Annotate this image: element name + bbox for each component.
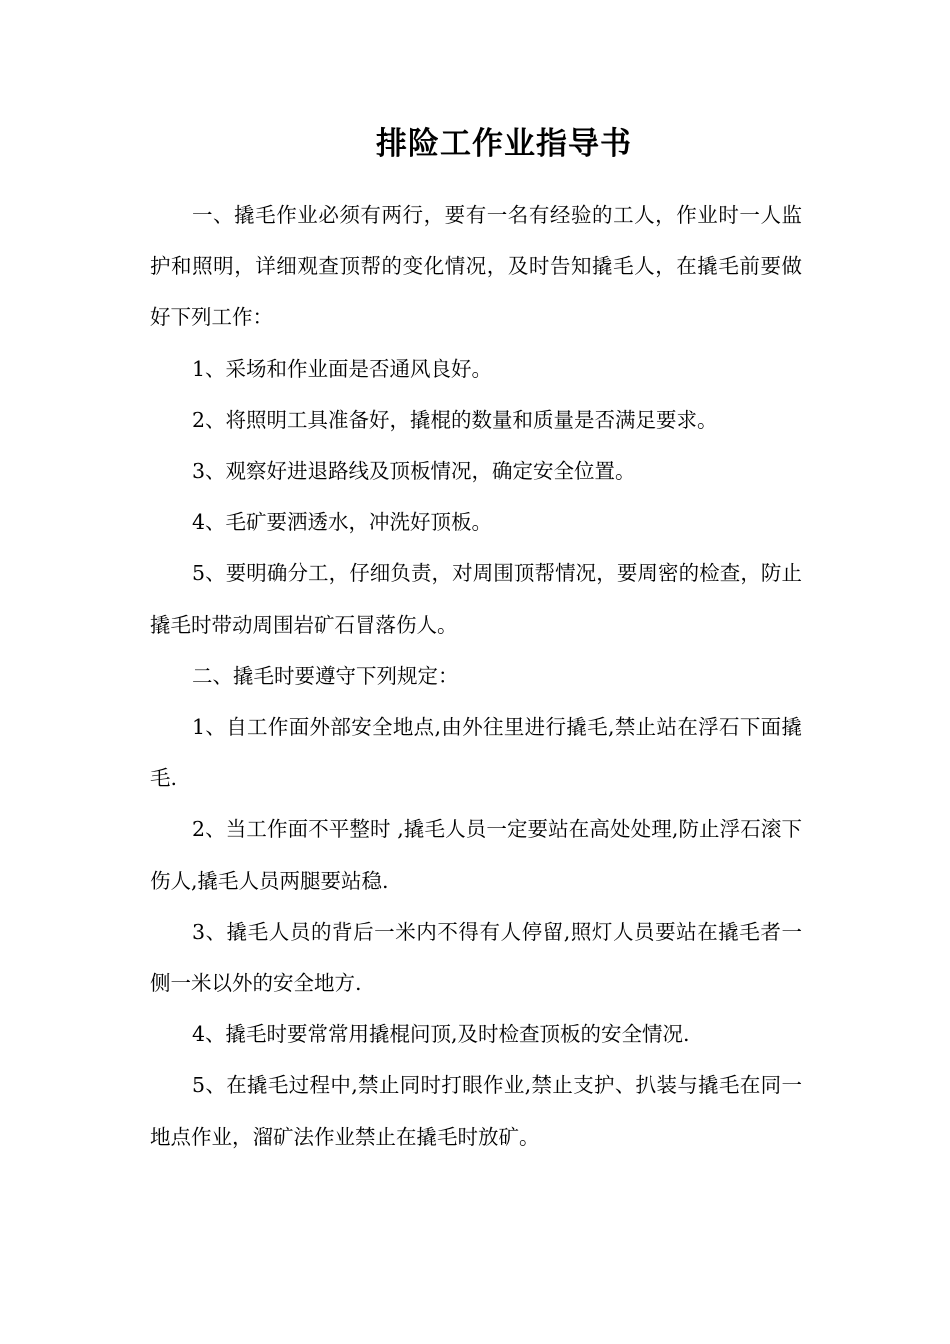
paragraph-item-1-3: 3、观察好进退路线及顶板情况，确定安全位置。 [192,459,636,484]
document-title: 排险工作业指导书 [376,126,632,162]
document-body [150,190,802,1163]
paragraph-item-1-2: 2、将照明工具准备好，撬棍的数量和质量是否满足要求。 [192,407,718,432]
paragraph-section-2-intro: 二、撬毛时要遵守下列规定： [192,663,459,688]
paragraph-item-2-1: 1、自工作面外部安全地点,由外往里进行撬毛,禁止站在浮石下面撬毛. [150,715,802,791]
paragraph-item-2-3: 3、撬毛人员的背后一米内不得有人停留,照灯人员要站在撬毛者一侧一米以外的安全地方. [150,919,802,996]
paragraph-item-2-4: 4、撬毛时要常常用撬棍问顶,及时检查顶板的安全情况. [192,1022,690,1047]
paragraph-section-1-intro: 一、撬毛作业必须有两行，要有一名有经验的工人，作业时一人监护和照明，详细观查顶帮的变化情况，及时告知撬毛人，在撬毛前要做好下列工作： [150,203,802,330]
paragraph-item-1-4: 4、毛矿要洒透水，冲洗好顶板。 [192,510,493,535]
paragraph-item-1-5: 5、要明确分工，仔细负责，对周围顶帮情况，要周密的检查，防止撬毛时带动周围岩矿石冒落伤人。 [150,561,802,637]
paragraph-item-2-2: 2、当工作面不平整时 ,撬毛人员一定要站在高处处理,防止浮石滚下伤人,撬毛人员两腿要站稳. [150,817,802,893]
paragraph-item-1-1: 1、采场和作业面是否通风良好。 [192,356,493,381]
paragraph-item-2-5: 5、在撬毛过程中,禁止同时打眼作业,禁止支护、扒装与撬毛在同一地点作业，溜矿法作业禁止在撬毛时放矿。 [150,1073,802,1149]
